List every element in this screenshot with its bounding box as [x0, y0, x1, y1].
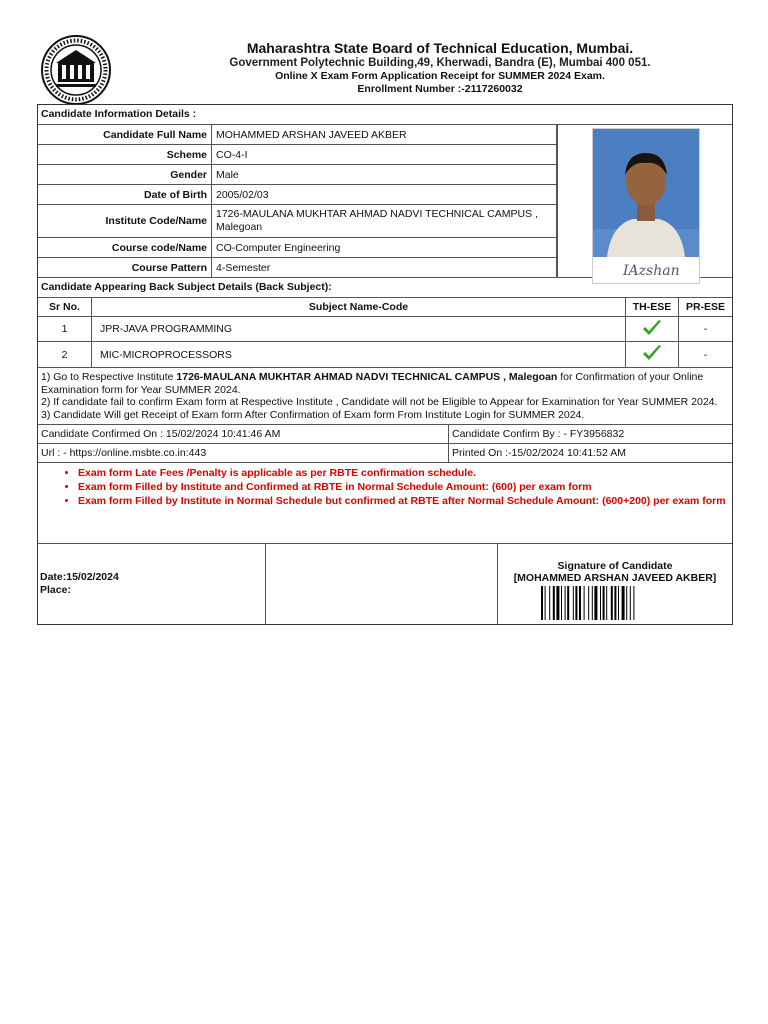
info-label: Gender [38, 165, 212, 185]
info-value: MOHAMMED ARSHAN JAVEED AKBER [212, 125, 557, 145]
cell-subject: JPR-JAVA PROGRAMMING [92, 317, 626, 342]
checkmark-icon [642, 344, 662, 362]
barcode [541, 586, 689, 620]
barcode-bar [553, 586, 555, 620]
barcode-bar [603, 586, 605, 620]
info-value: 2005/02/03 [212, 185, 557, 205]
info-label: Course code/Name [38, 238, 212, 258]
info-value: 4-Semester [212, 258, 557, 278]
footer-blank [266, 544, 498, 624]
footer-date: Date:15/02/2024 [40, 571, 119, 583]
url-row [38, 444, 732, 463]
info-label: Course Pattern [38, 258, 212, 278]
barcode-bar [630, 586, 631, 620]
confirmed-by: Candidate Confirm By : - FY3956832 [452, 428, 625, 440]
info-label: Institute Code/Name [38, 205, 212, 238]
header-sr: Sr No. [38, 298, 92, 317]
printed-on: Printed On :-15/02/2024 10:41:52 AM [452, 447, 626, 459]
candidate-photo [592, 128, 700, 284]
candidate-section-title: Candidate Information Details : [38, 105, 732, 125]
cell-sr: 1 [38, 317, 92, 342]
info-row [38, 125, 557, 145]
header-th-ese: TH-ESE [626, 298, 679, 317]
info-row [38, 165, 557, 185]
info-row [38, 238, 557, 258]
barcode-bar [626, 586, 627, 620]
instruction-2: 2) If candidate fail to confirm Exam form at Respective Institute , Candidate will not be Eligible to Appear for Examination for Year SUMMER 2024. [41, 396, 718, 408]
header-subject: Subject Name-Code [92, 298, 626, 317]
barcode-bar [584, 586, 585, 620]
info-row [38, 205, 557, 238]
instruction-1 [41, 371, 729, 396]
info-value: CO-Computer Engineering [212, 238, 557, 258]
footer-date-place [38, 544, 266, 624]
info-row [38, 145, 557, 165]
header-text [187, 40, 693, 96]
receipt-box [37, 104, 733, 625]
barcode-bar [600, 586, 601, 620]
url-text: Url : - https://online.msbte.co.in:443 [38, 444, 449, 462]
footer-signature [498, 544, 732, 624]
cell-th-ese [626, 342, 679, 368]
info-row [38, 258, 557, 278]
instructions [38, 367, 732, 425]
board-name: Maharashtra State Board of Technical Education, Mumbai. [246, 40, 634, 56]
barcode-bar [545, 586, 546, 620]
barcode-bar [579, 586, 581, 620]
signature-name: [MOHAMMED ARSHAN JAVEED AKBER] [513, 572, 717, 584]
fee-notice: • Exam form Late Fees /Penalty is applicable as per RBTE confirmation schedule. [78, 467, 732, 480]
cell-th-ese [626, 317, 679, 342]
cell-subject: MIC-MICROPROCESSORS [92, 342, 626, 368]
info-value: Male [212, 165, 557, 185]
confirmation-row [38, 425, 732, 444]
cell-pr-ese: - [679, 317, 733, 342]
cell-sr: 2 [38, 342, 92, 368]
barcode-bar [594, 586, 597, 620]
table-row [38, 342, 732, 368]
header-pr-ese: PR-ESE [679, 298, 733, 317]
instruction-1-text: 1) Go to Respective Institute [41, 371, 177, 383]
info-label: Candidate Full Name [38, 125, 212, 145]
receipt-title: Online X Exam Form Application Receipt for SUMMER 2024 Exam. [275, 70, 605, 82]
info-label: Scheme [38, 145, 212, 165]
barcode-bar [588, 586, 589, 620]
instruction-3: 3) Candidate Will get Receipt of Exam form After Confirmation of Exam form From Institute Login for SUMMER 2024. [41, 408, 585, 421]
barcode-bar [575, 586, 577, 620]
photo-cell [557, 125, 732, 277]
back-subject-section-title: Candidate Appearing Back Subject Details (Back Subject): [38, 278, 732, 298]
footer [38, 544, 732, 624]
barcode-bar [622, 586, 625, 620]
info-value: 1726-MAULANA MUKHTAR AHMAD NADVI TECHNICAL CAMPUS , Malegoan [212, 205, 557, 238]
fee-notice: • Exam form Filled by Institute in Normal Schedule but confirmed at RBTE after Normal Schedule Amount: (600+200) per exam form [78, 495, 732, 508]
info-label: Date of Birth [38, 185, 212, 205]
barcode-bar [565, 586, 566, 620]
table-header-row [38, 298, 732, 317]
barcode-bar [592, 586, 593, 620]
barcode-bar [614, 586, 616, 620]
candidate-info [38, 125, 732, 278]
back-subject-table [38, 298, 732, 367]
fee-notices [38, 463, 732, 544]
photo-signature: IAzshan [623, 263, 680, 279]
info-row [38, 185, 557, 205]
checkmark-icon [642, 319, 662, 337]
cell-pr-ese: - [679, 342, 733, 368]
barcode-bar [567, 586, 569, 620]
barcode-bar [541, 586, 543, 620]
photo-image [593, 129, 699, 283]
instruction-1-rest: for Confirmation of your Online Examination form for Year SUMMER 2024. [41, 371, 704, 396]
barcode-bar [618, 586, 619, 620]
header [37, 34, 733, 104]
candidate-info-table [38, 125, 557, 277]
footer-place: Place: [40, 584, 71, 596]
confirmed-on: Candidate Confirmed On : 15/02/2024 10:41:46 AM [38, 425, 449, 443]
enrollment-number: Enrollment Number :-2117260032 [357, 83, 523, 95]
signature-label: Signature of Candidate [557, 560, 673, 572]
barcode-bar [549, 586, 550, 620]
barcode-bar [633, 586, 634, 620]
instruction-1-institute: 1726-MAULANA MUKHTAR AHMAD NADVI TECHNICAL CAMPUS , Malegoan [176, 371, 558, 383]
table-row [38, 317, 732, 342]
barcode-bar [573, 586, 574, 620]
receipt-page [37, 34, 733, 596]
barcode-bar [561, 586, 562, 620]
barcode-bar [606, 586, 607, 620]
board-address: Government Polytechnic Building,49, Kherwadi, Bandra (E), Mumbai 400 051. [229, 57, 651, 69]
barcode-bar [556, 586, 559, 620]
msbte-logo [40, 34, 112, 106]
fee-notice: • Exam form Filled by Institute and Confirmed at RBTE in Normal Schedule Amount: (600) per exam form [78, 481, 732, 494]
info-value: CO-4-I [212, 145, 557, 165]
barcode-bar [611, 586, 613, 620]
